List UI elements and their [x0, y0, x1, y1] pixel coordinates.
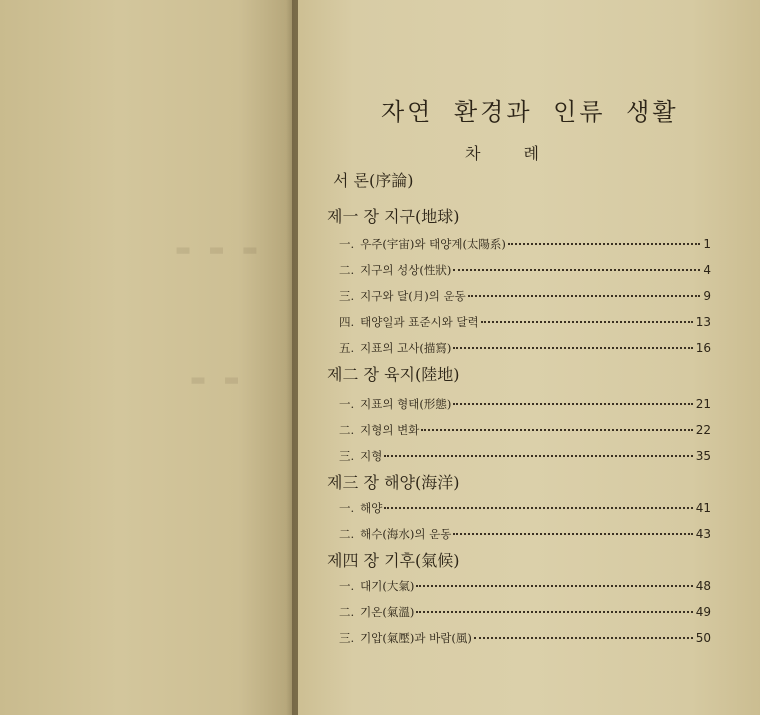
section-number: 三.	[339, 289, 355, 303]
page-number: 41	[695, 501, 711, 515]
page-number: 22	[695, 423, 711, 437]
page-number: 35	[695, 449, 711, 463]
section-title: 해수(海水)의 운동	[360, 527, 452, 541]
dot-leader	[453, 269, 700, 271]
section-number: 一.	[339, 397, 355, 411]
chapter-heading: 제三 장 해양(海洋)	[327, 473, 460, 492]
section-number: 二.	[339, 423, 355, 437]
section-number: 二.	[339, 527, 355, 541]
toc-entry[interactable]	[339, 604, 711, 622]
page-number: 13	[695, 315, 711, 329]
section-number: 二.	[339, 263, 355, 277]
section-title: 대기(大氣)	[360, 579, 415, 593]
toc-entry[interactable]	[339, 396, 711, 414]
toc-entry[interactable]	[339, 500, 711, 518]
section-title: 해양	[360, 501, 383, 515]
chapter-heading: 제二 장 육지(陸地)	[327, 365, 460, 384]
section-title: 태양일과 표준시와 달력	[360, 315, 479, 329]
section-number: 一.	[339, 501, 355, 515]
dot-leader	[508, 243, 700, 245]
page-number: 1	[703, 237, 711, 251]
toc-entry[interactable]	[339, 630, 711, 648]
dot-leader	[474, 637, 693, 639]
dot-leader	[416, 585, 692, 587]
toc-entry[interactable]	[339, 288, 711, 306]
section-number: 三.	[339, 631, 355, 645]
toc-entry[interactable]	[339, 340, 711, 358]
section-title: 기압(氣壓)과 바람(風)	[360, 631, 472, 645]
bleed-through-mark: ▬ ▬ ▬	[175, 240, 264, 260]
dot-leader	[453, 403, 692, 405]
section-title: 지형의 변화	[360, 423, 420, 437]
section-title: 지표의 고사(描寫)	[360, 341, 452, 355]
intro-heading: 서 론(序論)	[333, 171, 414, 190]
section-number: 三.	[339, 449, 355, 463]
page-number: 49	[695, 605, 711, 619]
toc-entry[interactable]	[339, 422, 711, 440]
table-of-contents	[325, 0, 745, 715]
page-number: 4	[703, 263, 711, 277]
contents-heading: 차 례	[465, 144, 542, 163]
dot-leader	[416, 611, 692, 613]
dot-leader	[453, 347, 692, 349]
toc-entry[interactable]	[339, 236, 711, 254]
page-number: 50	[695, 631, 711, 645]
page-number: 9	[703, 289, 711, 303]
page-number: 21	[695, 397, 711, 411]
chapter-heading: 제四 장 기후(氣候)	[327, 551, 460, 570]
chapter-heading: 제一 장 지구(地球)	[327, 207, 460, 226]
page-number: 16	[695, 341, 711, 355]
section-title: 지표의 형태(形態)	[360, 397, 452, 411]
dot-leader	[453, 533, 692, 535]
toc-entry[interactable]	[339, 578, 711, 596]
dot-leader	[481, 321, 693, 323]
dot-leader	[384, 455, 692, 457]
dot-leader	[384, 507, 692, 509]
section-title: 기온(氣溫)	[360, 605, 415, 619]
section-number: 四.	[339, 315, 355, 329]
section-title: 우주(宇宙)와 태양계(太陽系)	[360, 237, 506, 251]
bleed-through-mark: ▬ ▬	[190, 370, 246, 390]
section-title: 지구와 달(月)의 운동	[360, 289, 466, 303]
book-title: 자연 환경과 인류 생활	[381, 98, 679, 126]
page-number: 48	[695, 579, 711, 593]
left-page	[0, 0, 298, 715]
toc-entry[interactable]	[339, 262, 711, 280]
dot-leader	[468, 295, 701, 297]
section-title: 지형	[360, 449, 383, 463]
section-number: 一.	[339, 579, 355, 593]
section-number: 一.	[339, 237, 355, 251]
section-title: 지구의 성상(性狀)	[360, 263, 452, 277]
section-number: 二.	[339, 605, 355, 619]
toc-entry[interactable]	[339, 526, 711, 544]
section-number: 五.	[339, 341, 355, 355]
toc-entry[interactable]	[339, 314, 711, 332]
page-number: 43	[695, 527, 711, 541]
toc-entry[interactable]	[339, 448, 711, 466]
dot-leader	[421, 429, 692, 431]
